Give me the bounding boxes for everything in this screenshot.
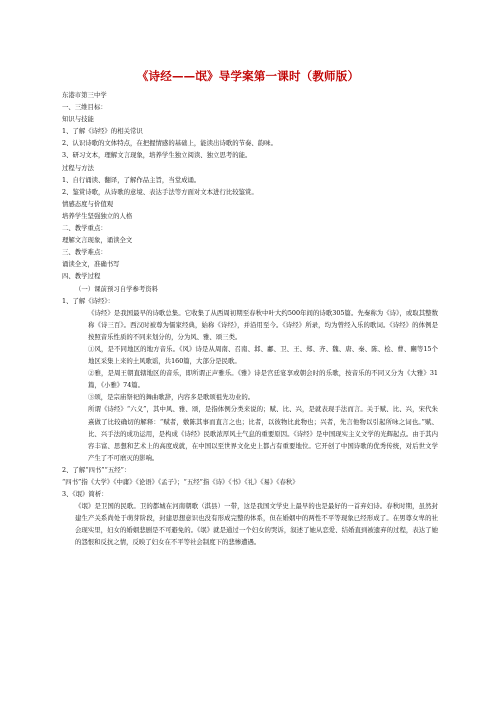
text-line: 《诗经》是我国最早的诗歌总集。它收集了从西周初期至春秋中叶大约500年间的诗歌305篇。先秦称为《诗》，或取其整数称《诗三百》。西汉时被尊为儒家经典，始称《诗经》，并沿用至今。《诗经》所录，均为曾经入乐的歌词。《诗经》的体例是按照音乐性质的不同来划分的，分为风、雅、颂三类。 xyxy=(88,308,438,341)
text-line: 知识与技能 xyxy=(62,115,94,124)
text-line: 2、认识诗歌的文体特点，在把握情感的基础上，能读出诗歌的节奏、韵味。 xyxy=(62,139,277,148)
text-line: ③颂，是宗庙祭祀的舞曲歌辞，内容多是歌颂祖先功业的。 xyxy=(88,393,255,402)
text-line: 3、《氓》简析： xyxy=(62,490,108,499)
text-line: 1、了解《诗经》的相关常识 xyxy=(62,127,143,136)
text-line: “四书”指《大学》《中庸》《论语》《孟子》；“五经”指《诗》《书》《礼》《易》《春秋》 xyxy=(62,478,299,486)
text-line: 一、三维目标： xyxy=(62,103,107,112)
document-body xyxy=(62,89,438,549)
text-line: （一）课前预习自学参考资料 xyxy=(75,284,159,293)
text-line: 情感态度与价值观 xyxy=(62,199,114,208)
text-line: 二、教学重点： xyxy=(62,224,107,233)
text-line: 3、研习文本，理解文言现象，培养学生独立阅读、独立思考的能。 xyxy=(62,151,252,160)
text-line: 2、了解“四书”“五经”： xyxy=(62,465,131,474)
text-line: 所谓《诗经》“六义”，其中风、雅、颂，是指体例分类来说的；赋、比、兴，是就表现手法而言。关于赋、比、兴，宋代朱熹做了比较确切的解释：“赋者，敷陈其事而直言之也；比者，以彼物比此物也；兴者，先言他物以引起所咏之词也。”赋、比、兴手法的成功运用，是构成《诗经》民歌浓厚风土气息的重要原因。《诗经》是中国现实主义文学的光辉起点。由于其内容丰富、思想和艺术上的高度成就，在中国以至世界文化史上都占有重要地位。它开创了中国诗歌的优秀传统，对后世文学产生了不可磨灭的影响。 xyxy=(88,405,438,462)
text-line: ①风，是不同地区的地方音乐。《风》诗是从周南、召南、邶、鄘、卫、王、郑、齐、魏、唐、秦、陈、桧、曹、豳等15个地区采集上来的土风歌谣，共160篇，大部分是民歌。 xyxy=(88,344,438,366)
text-line: 三、教学难点： xyxy=(62,248,107,257)
text-line: 诵读全文，准确书写 xyxy=(62,260,120,269)
text-line: 过程与方法 xyxy=(62,163,94,172)
text-line: ②雅，是周王朝直辖地区的音乐，即所谓正声雅乐。《雅》诗是宫廷宴享或朝会时的乐歌，按音乐的不同又分为《大雅》31篇，《小雅》74篇。 xyxy=(88,369,438,390)
document-title: 《诗经——氓》导学案第一课时（教师版） xyxy=(136,69,360,83)
text-line: 四、教学过程 xyxy=(62,272,101,281)
text-line: 1、自行诵读、翻译，了解作品主旨，当堂成诵。 xyxy=(62,175,201,184)
text-line: 2、鉴赏诗歌，从诗歌的意境、表达手法等方面对文本进行比较鉴赏。 xyxy=(62,187,258,196)
text-line: 东港市第三中学 xyxy=(62,91,107,99)
text-line: 理解文言现象，诵读全文 xyxy=(62,236,133,245)
text-line: 1、了解《诗经》： xyxy=(62,296,114,305)
text-line: 培养学生坚强独立的人格 xyxy=(62,211,133,220)
text-line: 《氓》是卫国的民歌。卫的都城在河南朝歌（淇县）一带，这是我国文学史上最早的也是最好的一首弃妇诗。春秋时期，虽然封建生产关系尚处于萌芽阶段，封建思想意识也没有形成完整的体系，但在婚姻中的两性不平等现象已经形成了。在男尊女卑的社会现实里，妇女的婚姻悲剧是不可避免的。《氓》就是通过一个妇女的哭诉，叙述了她从恋爱、结婚直到被遗弃的过程，表达了她的怨恨和反抗之情，反映了妇女在不平等社会制度下的悲惨遭遇。 xyxy=(75,502,438,547)
